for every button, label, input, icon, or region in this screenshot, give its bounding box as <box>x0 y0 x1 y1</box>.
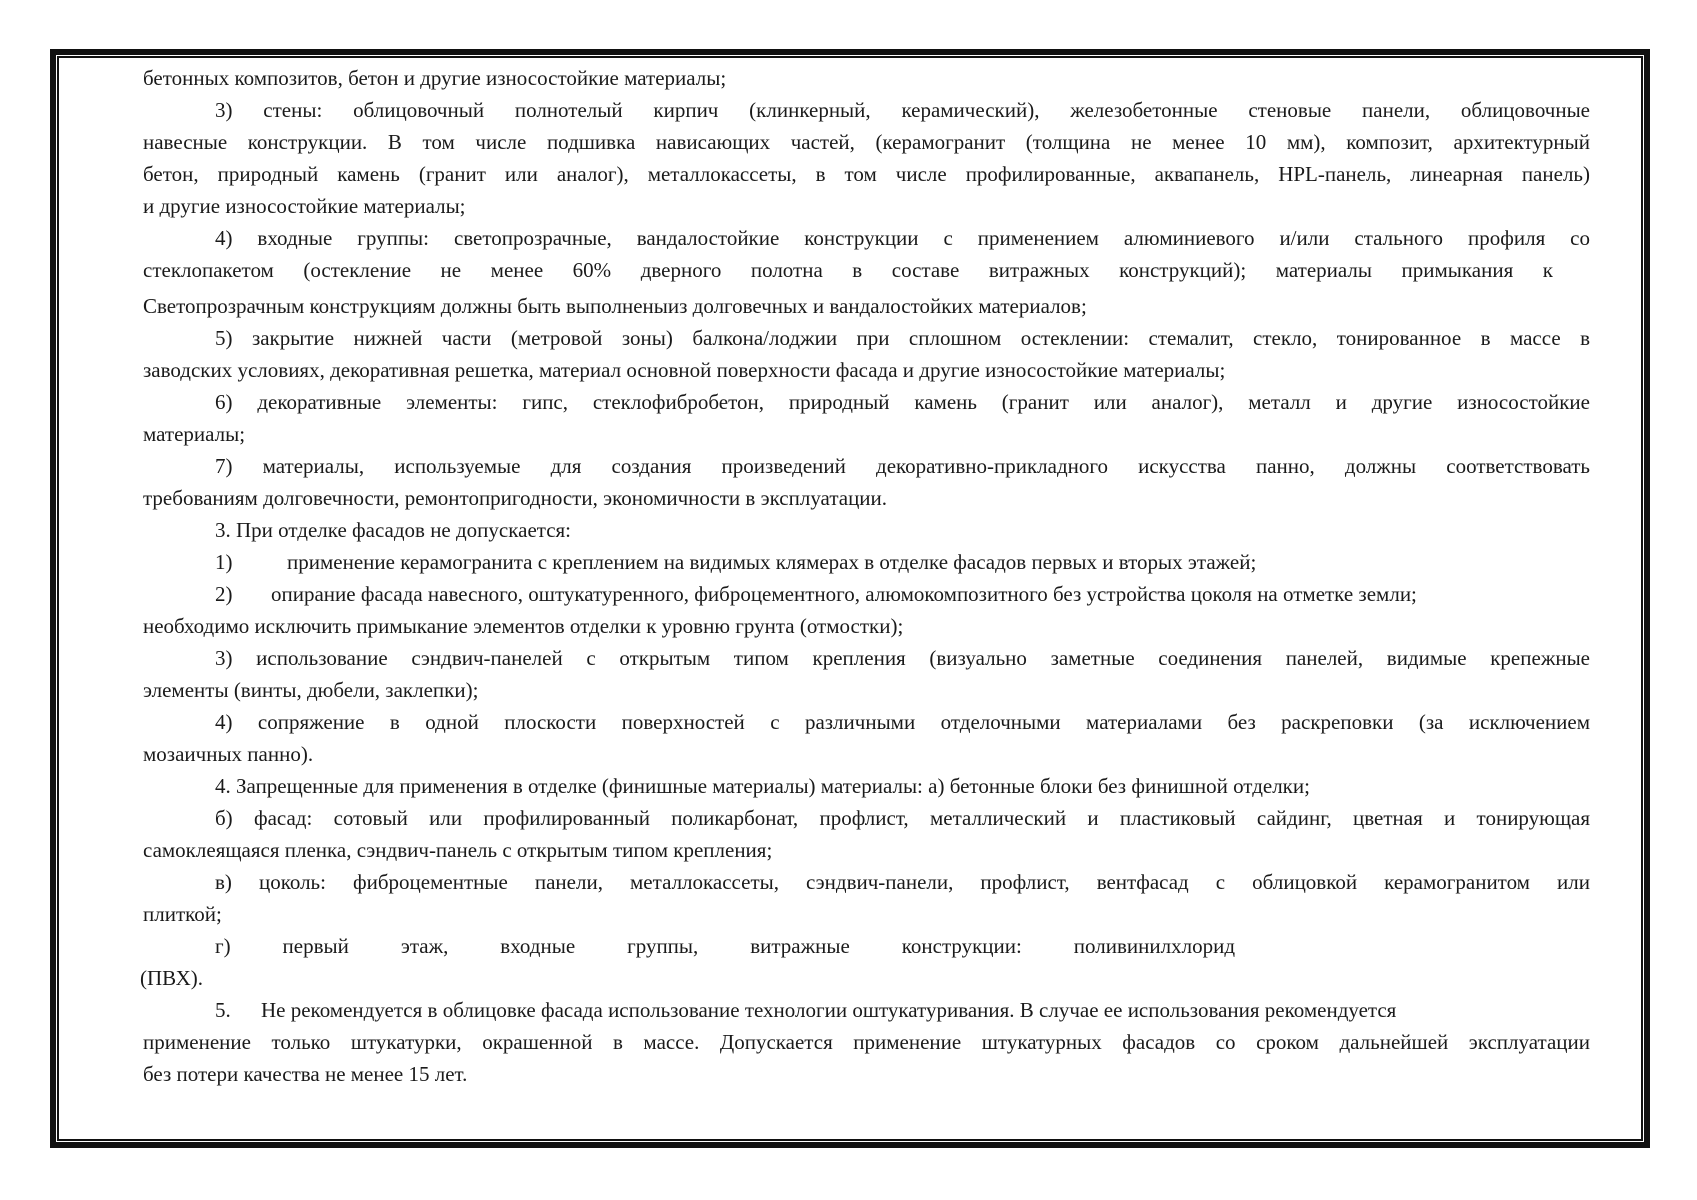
text-line: навесные конструкции. В том числе подшивка нависающих частей, (керамогранит (толщина не менее 10 мм), композит, архитектурный <box>143 130 1590 154</box>
text-line: 7) материалы, используемые для создания произведений декоративно-прикладного искусства панно, должны соответствовать <box>215 454 1590 478</box>
list-item <box>143 546 1590 578</box>
text-line: бетонных композитов, бетон и другие износостойкие материалы; <box>143 66 727 90</box>
text-line: 4) сопряжение в одной плоскости поверхностей с различными отделочными материалами без раскреповки (за исключением <box>215 710 1590 734</box>
list-item-text: Не рекомендуется в облицовке фасада использование технологии оштукатуривания. В случае ее использования рекомендуется <box>261 998 1397 1022</box>
list-item-text: применение керамогранита с креплением на видимых клямерах в отделке фасадов первых и вторых этажей; <box>287 550 1257 574</box>
list-item <box>143 994 1590 1026</box>
text-line: 3) стены: облицовочный полнотелый кирпич (клинкерный, керамический), железобетонные стеновые панели, облицовочные <box>215 98 1590 122</box>
text-line: Светопрозрачным конструкциям должны быть выполненыиз долговечных и вандалостойких материалов; <box>143 294 1087 318</box>
text-line: самоклеящаяся пленка, сэндвич-панель с открытым типом крепления; <box>143 838 773 862</box>
text-line: 6) декоративные элементы: гипс, стеклофибробетон, природный камень (гранит или аналог), металл и другие износостойкие <box>215 390 1590 414</box>
text-line: и другие износостойкие материалы; <box>143 194 466 218</box>
text-line: 4. Запрещенные для применения в отделке (финишные материалы) материалы: а) бетонные блоки без финишной отделки; <box>215 774 1310 798</box>
text-line: элементы (винты, дюбели, заклепки); <box>143 678 479 702</box>
text-line: (ПВХ). <box>140 966 204 990</box>
text-line: мозаичных панно). <box>143 742 314 766</box>
text-line: 5) закрытие нижней части (метровой зоны) балкона/лоджии при сплошном остеклении: стемалит, стекло, тонированное в массе в <box>215 326 1590 350</box>
text-line: заводских условиях, декоративная решетка, материал основной поверхности фасада и другие износостойкие материалы; <box>143 358 1226 382</box>
text-line: применение только штукатурки, окрашенной в массе. Допускается применение штукатурных фасадов со сроком дальнейшей эксплуатации <box>143 1030 1590 1054</box>
text-line: б) фасад: сотовый или профилированный поликарбонат, профлист, металлический и пластиковый сайдинг, цветная и тонирующая <box>215 806 1590 830</box>
text-line: требованиям долговечности, ремонтопригодности, экономичности в эксплуатации. <box>143 486 888 510</box>
list-marker: 5. <box>215 998 231 1022</box>
list-item <box>143 578 1590 610</box>
list-marker: 2) <box>215 582 233 606</box>
document-body <box>140 62 1590 1090</box>
text-line: необходимо исключить примыкание элементов отделки к уровню грунта (отмостки); <box>143 614 904 638</box>
list-item-text: опирание фасада навесного, оштукатуренного, фиброцементного, алюмокомпозитного без устройства цоколя на отметке земли; <box>271 582 1417 606</box>
text-line: 3. При отделке фасадов не допускается: <box>215 518 572 542</box>
text-line: материалы; <box>143 422 246 446</box>
text-line: в) цоколь: фиброцементные панели, металлокассеты, сэндвич-панели, профлист, вентфасад с облицовкой керамогранитом или <box>215 870 1590 894</box>
text-line: бетон, природный камень (гранит или аналог), металлокассеты, в том числе профилированные, аквапанель, HPL-панель, линеарная панель) <box>143 162 1590 186</box>
text-line: 3) использование сэндвич-панелей с открытым типом крепления (визуально заметные соединения панелей, видимые крепежные <box>215 646 1590 670</box>
text-line: 4) входные группы: светопрозрачные, вандалостойкие конструкции с применением алюминиевого и/или стального профиля со <box>215 226 1590 250</box>
text-line: без потери качества не менее 15 лет. <box>143 1062 468 1086</box>
text-line: стеклопакетом (остекление не менее 60% дверного полотна в составе витражных конструкций); материалы примыкания к <box>143 258 1553 282</box>
list-marker: 1) <box>215 550 233 574</box>
text-line: плиткой; <box>143 902 222 926</box>
text-line: г) первый этаж, входные группы, витражные конструкции: поливинилхлорид <box>215 934 1235 958</box>
